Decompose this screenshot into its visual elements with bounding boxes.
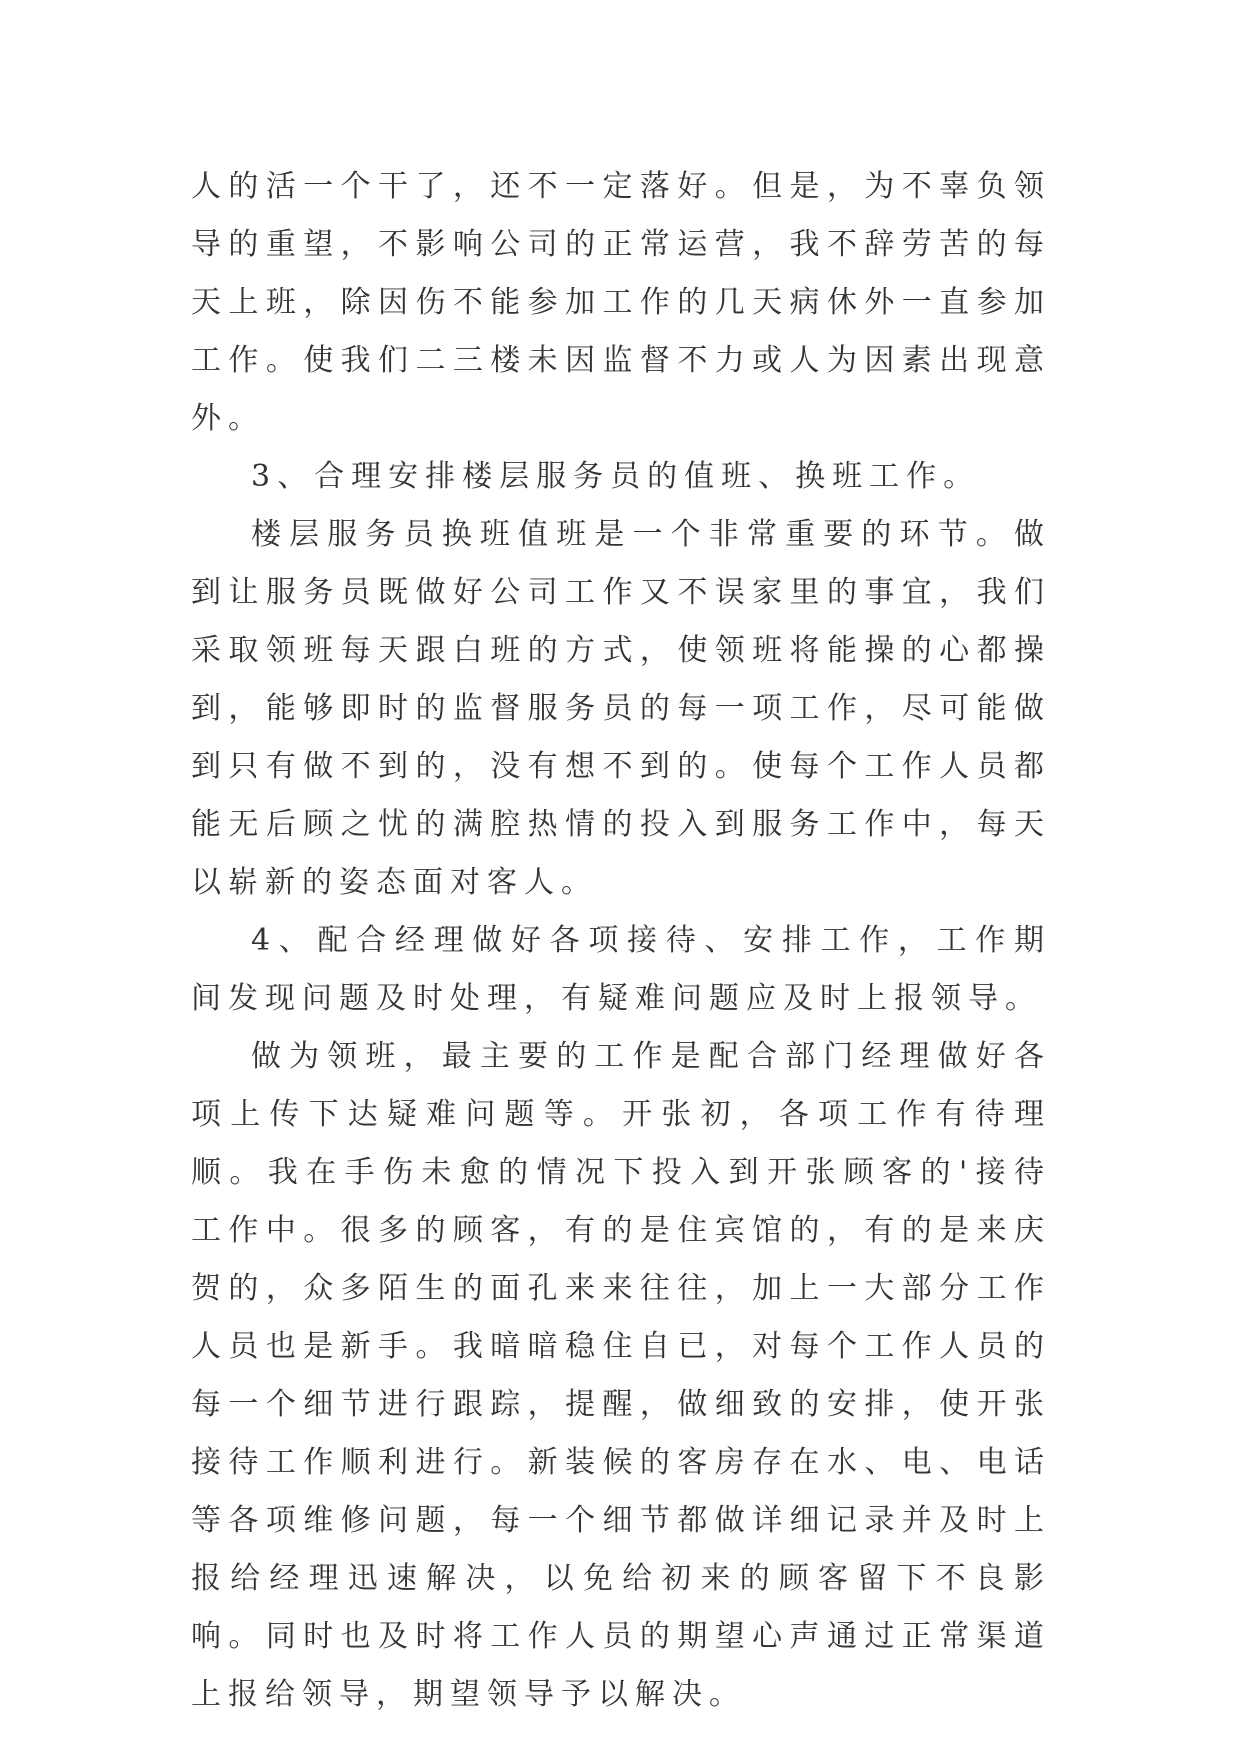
paragraph-3: 楼层服务员换班值班是一个非常重要的环节。做到让服务员既做好公司工作又不误家里的事宜，我们采取领班每天跟白班的方式，使领班将能操的心都操到，能够即时的监督服务员的每一项工作，尽可能做到只有做不到的，没有想不到的。使每个工作人员都能无后顾之忧的满腔热情的投入到服务工作中，每天以崭新的姿态面对客人。: [191, 517, 1051, 900]
paragraph-1: 人的活一个干了，还不一定落好。但是，为不辜负领导的重望，不影响公司的正常运营，我不辞劳苦的每天上班，除因伤不能参加工作的几天病休外一直参加工作。使我们二三楼未因监督不力或人为因素出现意外。: [191, 169, 1051, 436]
paragraph-2-heading: 3、合理安排楼层服务员的值班、换班工作。: [251, 459, 981, 494]
paragraph-5: 做为领班，最主要的工作是配合部门经理做好各项上传下达疑难问题等。开张初，各项工作有待理顺。我在手伤未愈的情况下投入到开张顾客的'接待工作中。很多的顾客，有的是住宾馆的，有的是来庆贺的，众多陌生的面孔来来往往，加上一大部分工作人员也是新手。我暗暗稳住自已，对每个工作人员的每一个细节进行跟踪，提醒，做细致的安排，使开张接待工作顺利进行。新装候的客房存在水、电、电话等各项维修问题，每一个细节都做详细记录并及时上报给经理迅速解决，以免给初来的顾客留下不良影响。同时也及时将工作人员的期望心声通过正常渠道上报给领导，期望领导予以解决。: [191, 1039, 1051, 1712]
paragraph-4-heading: 4、配合经理做好各项接待、安排工作，工作期间发现问题及时处理，有疑难问题应及时上报领导。: [191, 923, 1051, 1016]
document-body: [191, 158, 1051, 1724]
